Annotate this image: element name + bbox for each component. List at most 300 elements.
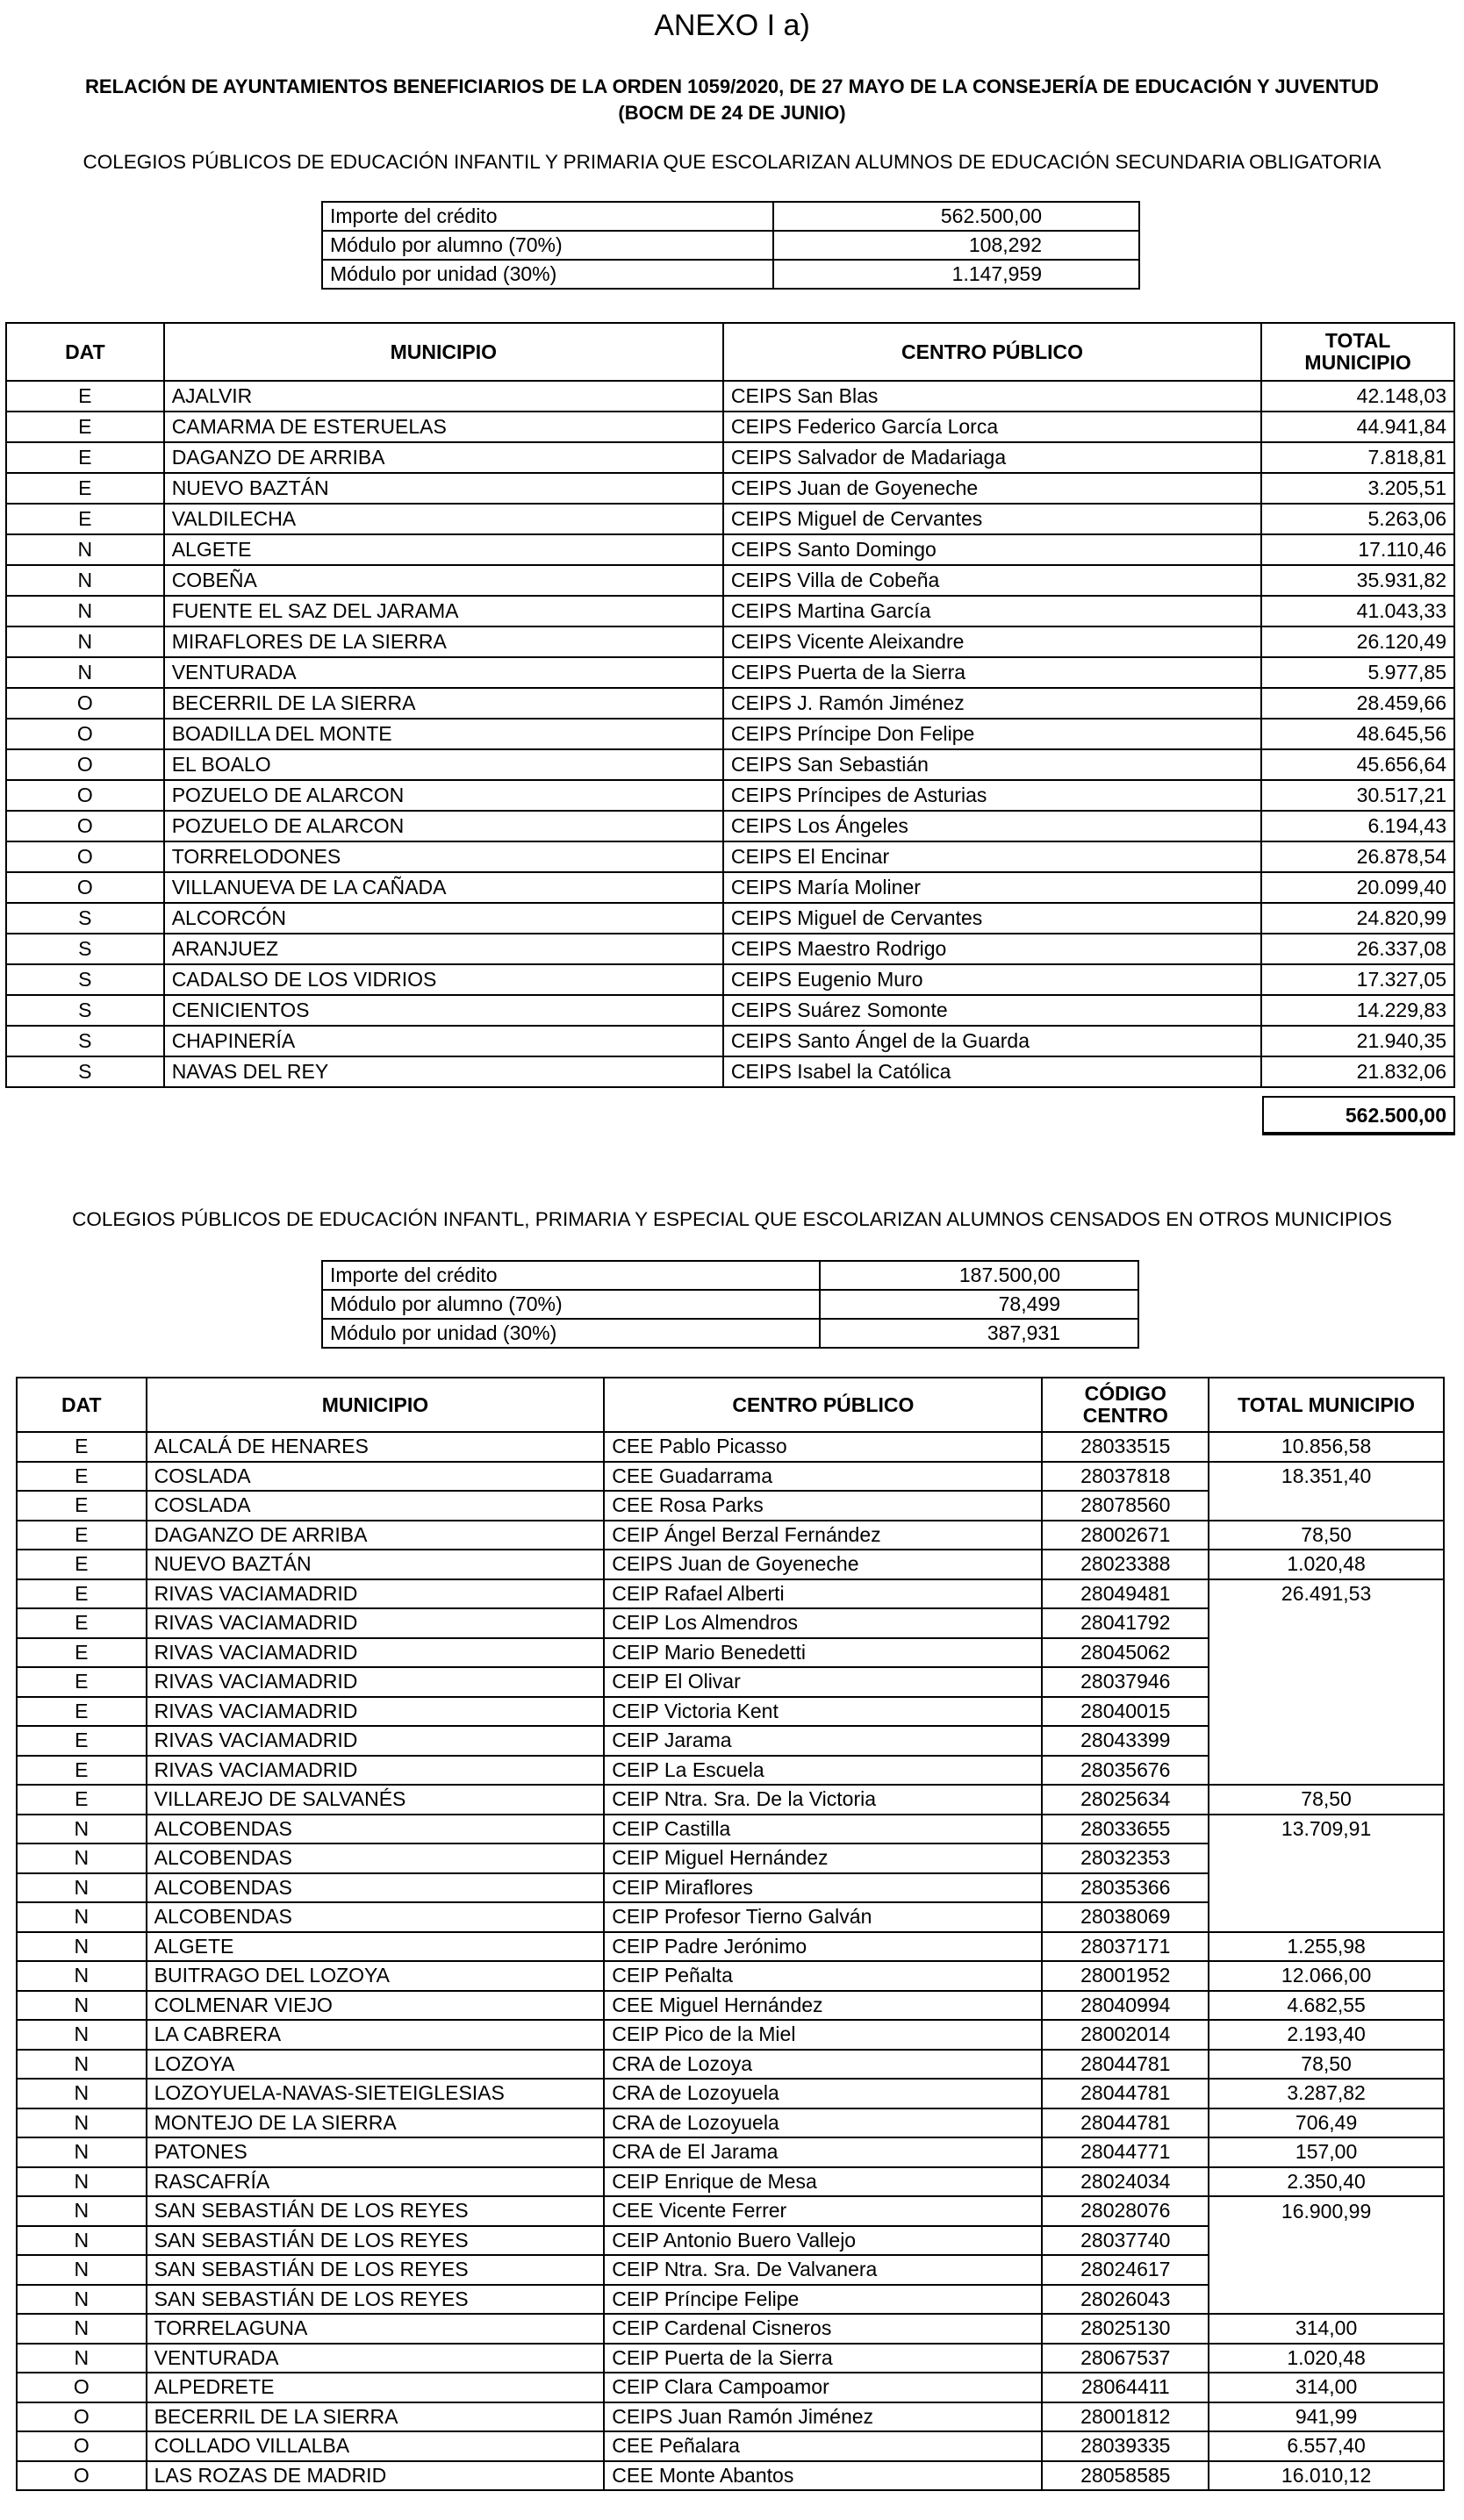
table-row [17,2196,1444,2226]
centro-cell: CEIPS Suárez Somonte [723,995,1261,1026]
total-cell: 18.351,40 [1209,1462,1444,1492]
centro-cell: CEIP Príncipe Felipe [604,2285,1042,2315]
credit-value: 387,931 [820,1319,1138,1348]
total-cell: 28.459,66 [1261,688,1454,719]
municipio-cell: LAS ROZAS DE MADRID [147,2461,605,2491]
total-cell: 26.878,54 [1261,841,1454,872]
credit-row [322,1290,1138,1319]
municipio-cell: ALCOBENDAS [147,1815,605,1844]
dat-cell: N [17,1815,147,1844]
municipio-cell: CAMARMA DE ESTERUELAS [164,412,723,442]
dat-cell: O [17,2373,147,2402]
subtitle-line-2: (BOCM DE 24 DE JUNIO) [618,102,846,124]
dat-cell: N [6,534,164,565]
dat-cell: N [17,2137,147,2167]
credit-value: 562.500,00 [773,202,1139,231]
table-row [6,381,1454,412]
total-cell [1209,1697,1444,1727]
municipio-cell: TORRELODONES [164,841,723,872]
table-row [17,2226,1444,2256]
centro-cell: CEIPS San Sebastián [723,749,1261,780]
centro-cell: CEIP Cardenal Cisneros [604,2314,1042,2344]
codigo-cell: 28023388 [1042,1550,1209,1579]
total-cell: 5.977,85 [1261,657,1454,688]
dat-cell: E [17,1726,147,1756]
municipio-cell: COSLADA [147,1491,605,1521]
municipio-cell: VALDILECHA [164,504,723,534]
municipio-cell: NUEVO BAZTÁN [164,473,723,504]
centro-cell: CEIP Puerta de la Sierra [604,2344,1042,2373]
municipio-cell: ALCORCÓN [164,903,723,934]
total-cell: 24.820,99 [1261,903,1454,934]
municipio-cell: VENTURADA [147,2344,605,2373]
municipio-cell: ALPEDRETE [147,2373,605,2402]
dat-cell: N [17,2226,147,2256]
total-cell: 78,50 [1209,1785,1444,1815]
centro-cell: CEIP Ángel Berzal Fernández [604,1521,1042,1550]
dat-cell: E [17,1462,147,1492]
dat-cell: E [17,1579,147,1609]
total-cell: 21.832,06 [1261,1056,1454,1087]
total-cell: 35.931,82 [1261,565,1454,596]
codigo-cell: 28026043 [1042,2285,1209,2315]
municipio-cell: RIVAS VACIAMADRID [147,1726,605,1756]
municipio-cell: RASCAFRÍA [147,2167,605,2197]
municipio-cell: NUEVO BAZTÁN [147,1550,605,1579]
credit-label: Importe del crédito [322,1261,820,1290]
centro-cell: CEIPS Príncipe Don Felipe [723,719,1261,749]
total-cell: 78,50 [1209,1521,1444,1550]
municipio-cell: SAN SEBASTIÁN DE LOS REYES [147,2226,605,2256]
credit-value: 187.500,00 [820,1261,1138,1290]
municipio-cell: VILLAREJO DE SALVANÉS [147,1785,605,1815]
credit-value: 1.147,959 [773,260,1139,289]
table-row [17,1521,1444,1550]
municipio-cell: RIVAS VACIAMADRID [147,1579,605,1609]
centro-cell: CEIPS Juan de Goyeneche [723,473,1261,504]
municipio-cell: POZUELO DE ALARCON [164,811,723,841]
section1-credit-table [321,201,1140,290]
codigo-cell: 28024617 [1042,2255,1209,2285]
municipio-cell: SAN SEBASTIÁN DE LOS REYES [147,2285,605,2315]
table-row [17,1932,1444,1962]
codigo-cell: 28044781 [1042,2050,1209,2080]
municipio-cell: CHAPINERÍA [164,1026,723,1056]
codigo-cell: 28001812 [1042,2402,1209,2432]
centro-cell: CEIP Miraflores [604,1873,1042,1903]
municipio-cell: CENICIENTOS [164,995,723,1026]
codigo-cell: 28040015 [1042,1697,1209,1727]
centro-cell: CEIP Ntra. Sra. De Valvanera [604,2255,1042,2285]
codigo-cell: 28044781 [1042,2079,1209,2108]
dat-cell: N [17,2285,147,2315]
table-row [6,657,1454,688]
total-cell: 26.337,08 [1261,934,1454,964]
codigo-cell: 28064411 [1042,2373,1209,2402]
section2-table [16,1377,1445,2491]
header-total-line1: TOTAL [1324,329,1391,352]
codigo-cell: 28078560 [1042,1491,1209,1521]
dat-cell: N [17,2020,147,2050]
credit-row [322,1261,1138,1290]
header-total: TOTAL MUNICIPIO [1209,1378,1444,1432]
dat-cell: E [17,1491,147,1521]
total-cell: 3.205,51 [1261,473,1454,504]
centro-cell: CEIPS Los Ángeles [723,811,1261,841]
dat-cell: N [17,1961,147,1991]
municipio-cell: BOADILLA DEL MONTE [164,719,723,749]
total-cell: 17.110,46 [1261,534,1454,565]
centro-cell: CEIPS Juan de Goyeneche [604,1550,1042,1579]
table-row [17,1550,1444,1579]
total-cell: 42.148,03 [1261,381,1454,412]
total-cell: 10.856,58 [1209,1432,1444,1462]
centro-cell: CEIP Antonio Buero Vallejo [604,2226,1042,2256]
credit-row [322,231,1139,260]
section1-heading: COLEGIOS PÚBLICOS DE EDUCACIÓN INFANTIL Y PRIMARIA QUE ESCOLARIZAN ALUMNOS DE EDUCACIÓN SECUNDARIA OBLIGATORIA [83,151,1381,173]
centro-cell: CRA de Lozoya [604,2050,1042,2080]
credit-label: Importe del crédito [322,202,773,231]
table-row [17,2167,1444,2197]
total-cell: 14.229,83 [1261,995,1454,1026]
codigo-cell: 28037946 [1042,1667,1209,1697]
table-row [6,473,1454,504]
section1-table [5,322,1455,1088]
centro-cell: CEIP El Olivar [604,1667,1042,1697]
municipio-cell: RIVAS VACIAMADRID [147,1756,605,1786]
municipio-cell: RIVAS VACIAMADRID [147,1667,605,1697]
credit-label: Módulo por alumno (70%) [322,231,773,260]
header-total [1261,323,1454,381]
table-row [17,2285,1444,2315]
municipio-cell: RIVAS VACIAMADRID [147,1697,605,1727]
table-row [6,964,1454,995]
table-row [6,872,1454,903]
total-cell: 16.010,12 [1209,2461,1444,2491]
centro-cell: CEIP Ntra. Sra. De la Victoria [604,1785,1042,1815]
total-cell [1209,1902,1444,1932]
municipio-cell: ALCOBENDAS [147,1902,605,1932]
table-row [6,780,1454,811]
municipio-cell: LOZOYA [147,2050,605,2080]
municipio-cell: ALCOBENDAS [147,1873,605,1903]
dat-cell: N [17,2314,147,2344]
centro-cell: CEE Guadarrama [604,1462,1042,1492]
dat-cell: E [17,1432,147,1462]
total-cell [1209,1667,1444,1697]
dat-cell: S [6,964,164,995]
municipio-cell: DAGANZO DE ARRIBA [147,1521,605,1550]
municipio-cell: LOZOYUELA-NAVAS-SIETEIGLESIAS [147,2079,605,2108]
dat-cell: N [17,2344,147,2373]
credit-label: Módulo por unidad (30%) [322,1319,820,1348]
total-cell: 16.900,99 [1209,2196,1444,2226]
codigo-cell: 28024034 [1042,2167,1209,2197]
table-row [17,1491,1444,1521]
total-cell [1209,1756,1444,1786]
centro-cell: CEIPS Villa de Cobeña [723,565,1261,596]
codigo-cell: 28040994 [1042,1991,1209,2021]
centro-cell: CEIPS Miguel de Cervantes [723,504,1261,534]
table-row [6,934,1454,964]
table-row [17,1756,1444,1786]
centro-cell: CEE Monte Abantos [604,2461,1042,2491]
centro-cell: CEIPS Isabel la Católica [723,1056,1261,1087]
table-row [6,841,1454,872]
total-cell [1209,1873,1444,1903]
municipio-cell: ARANJUEZ [164,934,723,964]
dat-cell: N [17,2196,147,2226]
municipio-cell: LA CABRERA [147,2020,605,2050]
credit-row [322,260,1139,289]
centro-cell: CEIPS J. Ramón Jiménez [723,688,1261,719]
centro-cell: CEE Pablo Picasso [604,1432,1042,1462]
dat-cell: N [17,2050,147,2080]
total-cell: 21.940,35 [1261,1026,1454,1056]
dat-cell: E [17,1608,147,1638]
centro-cell: CEIP La Escuela [604,1756,1042,1786]
total-cell [1209,1491,1444,1521]
total-cell: 2.350,40 [1209,2167,1444,2197]
total-cell: 17.327,05 [1261,964,1454,995]
table-row [6,749,1454,780]
table-row [6,534,1454,565]
total-cell: 45.656,64 [1261,749,1454,780]
centro-cell: CEIP Victoria Kent [604,1697,1042,1727]
codigo-cell: 28037818 [1042,1462,1209,1492]
municipio-cell: AJALVIR [164,381,723,412]
table-row [17,2108,1444,2138]
codigo-cell: 28033655 [1042,1815,1209,1844]
codigo-cell: 28002014 [1042,2020,1209,2050]
centro-cell: CEIPS El Encinar [723,841,1261,872]
header-centro: CENTRO PÚBLICO [604,1378,1042,1432]
total-cell: 3.287,82 [1209,2079,1444,2108]
dat-cell: N [6,565,164,596]
table-row [17,1991,1444,2021]
codigo-cell: 28028076 [1042,2196,1209,2226]
total-cell [1209,2255,1444,2285]
document-subtitle [0,74,1464,126]
dat-cell: O [6,872,164,903]
municipio-cell: COBEÑA [164,565,723,596]
municipio-cell: BECERRIL DE LA SIERRA [164,688,723,719]
header-dat: DAT [17,1378,147,1432]
dat-cell: N [17,1932,147,1962]
codigo-cell: 28058585 [1042,2461,1209,2491]
municipio-cell: ALCOBENDAS [147,1843,605,1873]
credit-label: Módulo por unidad (30%) [322,260,773,289]
municipio-cell: VILLANUEVA DE LA CAÑADA [164,872,723,903]
table-row [17,2402,1444,2432]
total-cell: 20.099,40 [1261,872,1454,903]
dat-cell: O [17,2461,147,2491]
table-row [17,1667,1444,1697]
total-cell: 157,00 [1209,2137,1444,2167]
municipio-cell: SAN SEBASTIÁN DE LOS REYES [147,2255,605,2285]
centro-cell: CEIP Los Almendros [604,1608,1042,1638]
table-row [17,2050,1444,2080]
centro-cell: CEE Miguel Hernández [604,1991,1042,2021]
section1-body [6,381,1454,1087]
dat-cell: N [17,2108,147,2138]
municipio-cell: ALGETE [164,534,723,565]
total-cell: 2.193,40 [1209,2020,1444,2050]
table-row [17,2020,1444,2050]
table-row [6,596,1454,626]
municipio-cell: DAGANZO DE ARRIBA [164,442,723,473]
dat-cell: N [17,1873,147,1903]
header-total-line2: MUNICIPIO [1304,351,1411,374]
centro-cell: CEIPS Príncipes de Asturias [723,780,1261,811]
header-codigo [1042,1378,1209,1432]
municipio-cell: ALGETE [147,1932,605,1962]
credit-value: 78,499 [820,1290,1138,1319]
dat-cell: N [17,2167,147,2197]
total-cell: 6.557,40 [1209,2431,1444,2461]
centro-cell: CEE Rosa Parks [604,1491,1042,1521]
centro-cell: CEIPS Martina García [723,596,1261,626]
centro-cell: CRA de Lozoyuela [604,2108,1042,2138]
section1-total: 562.500,00 [1262,1096,1455,1135]
total-cell: 13.709,91 [1209,1815,1444,1844]
table-row [17,2314,1444,2344]
centro-cell: CEIP Castilla [604,1815,1042,1844]
centro-cell: CRA de Lozoyuela [604,2079,1042,2108]
dat-cell: N [6,596,164,626]
centro-cell: CEIPS Federico García Lorca [723,412,1261,442]
centro-cell: CEIPS Puerta de la Sierra [723,657,1261,688]
header-centro: CENTRO PÚBLICO [723,323,1261,381]
codigo-cell: 28049481 [1042,1579,1209,1609]
total-cell: 314,00 [1209,2373,1444,2402]
section1-header-row [6,323,1454,381]
centro-cell: CEE Peñalara [604,2431,1042,2461]
municipio-cell: NAVAS DEL REY [164,1056,723,1087]
codigo-cell: 28044771 [1042,2137,1209,2167]
codigo-cell: 28025130 [1042,2314,1209,2344]
table-row [6,1026,1454,1056]
centro-cell: CRA de El Jarama [604,2137,1042,2167]
total-cell: 1.255,98 [1209,1932,1444,1962]
codigo-cell: 28001952 [1042,1961,1209,1991]
table-row [17,1462,1444,1492]
centro-cell: CEIP Peñalta [604,1961,1042,1991]
table-row [17,2344,1444,2373]
table-row [17,1873,1444,1903]
municipio-cell: BECERRIL DE LA SIERRA [147,2402,605,2432]
table-row [6,995,1454,1026]
section2-credit-body [322,1261,1138,1348]
total-cell: 1.020,48 [1209,1550,1444,1579]
dat-cell: O [17,2402,147,2432]
total-cell: 26.491,53 [1209,1579,1444,1609]
dat-cell: E [6,381,164,412]
centro-cell: CEIPS Salvador de Madariaga [723,442,1261,473]
centro-cell: CEIP Enrique de Mesa [604,2167,1042,2197]
dat-cell: N [6,626,164,657]
table-row [17,2255,1444,2285]
municipio-cell: COSLADA [147,1462,605,1492]
codigo-cell: 28067537 [1042,2344,1209,2373]
table-row [17,1697,1444,1727]
table-row [17,2137,1444,2167]
dat-cell: N [17,1991,147,2021]
codigo-cell: 28025634 [1042,1785,1209,1815]
codigo-cell: 28038069 [1042,1902,1209,1932]
total-cell [1209,2285,1444,2315]
dat-cell: E [6,442,164,473]
section2-header-row [17,1378,1444,1432]
municipio-cell: RIVAS VACIAMADRID [147,1638,605,1668]
centro-cell: CEIP Jarama [604,1726,1042,1756]
municipio-cell: TORRELAGUNA [147,2314,605,2344]
dat-cell: E [17,1697,147,1727]
dat-cell: E [17,1785,147,1815]
dat-cell: E [6,504,164,534]
header-codigo-line1: CÓDIGO [1084,1382,1166,1405]
municipio-cell: FUENTE EL SAZ DEL JARAMA [164,596,723,626]
table-row [17,1843,1444,1873]
centro-cell: CEIPS Maestro Rodrigo [723,934,1261,964]
municipio-cell: PATONES [147,2137,605,2167]
centro-cell: CEIP Miguel Hernández [604,1843,1042,1873]
dat-cell: N [17,1902,147,1932]
centro-cell: CEIP Pico de la Miel [604,2020,1042,2050]
codigo-cell: 28032353 [1042,1843,1209,1873]
codigo-cell: 28035366 [1042,1873,1209,1903]
table-row [17,2079,1444,2108]
table-row [6,1056,1454,1087]
table-row [17,1785,1444,1815]
dat-cell: E [17,1638,147,1668]
total-cell: 12.066,00 [1209,1961,1444,1991]
subtitle-line-1: RELACIÓN DE AYUNTAMIENTOS BENEFICIARIOS DE LA ORDEN 1059/2020, DE 27 MAYO DE LA CONSEJERÍA DE EDUCACIÓN Y JUVENTUD [85,75,1379,97]
table-row [6,412,1454,442]
municipio-cell: CADALSO DE LOS VIDRIOS [164,964,723,995]
dat-cell: O [6,749,164,780]
section2-credit-table [321,1260,1139,1349]
section2-heading: COLEGIOS PÚBLICOS DE EDUCACIÓN INFANTL, PRIMARIA Y ESPECIAL QUE ESCOLARIZAN ALUMNOS CENSADOS EN OTROS MUNICIPIOS [72,1208,1392,1230]
dat-cell: S [6,1026,164,1056]
total-cell: 1.020,48 [1209,2344,1444,2373]
codigo-cell: 28037171 [1042,1932,1209,1962]
table-row [6,719,1454,749]
dat-cell: N [17,2255,147,2285]
dat-cell: S [6,903,164,934]
total-cell: 706,49 [1209,2108,1444,2138]
dat-cell: N [17,2079,147,2108]
centro-cell: CEIP Padre Jerónimo [604,1932,1042,1962]
dat-cell: E [17,1521,147,1550]
codigo-cell: 28002671 [1042,1521,1209,1550]
header-municipio: MUNICIPIO [147,1378,605,1432]
municipio-cell: RIVAS VACIAMADRID [147,1608,605,1638]
table-row [17,2431,1444,2461]
header-codigo-line2: CENTRO [1082,1404,1168,1427]
dat-cell: O [6,719,164,749]
dat-cell: N [17,1843,147,1873]
municipio-cell: SAN SEBASTIÁN DE LOS REYES [147,2196,605,2226]
dat-cell: O [6,811,164,841]
total-cell: 314,00 [1209,2314,1444,2344]
total-cell: 78,50 [1209,2050,1444,2080]
credit-label: Módulo por alumno (70%) [322,1290,820,1319]
codigo-cell: 28037740 [1042,2226,1209,2256]
centro-cell: CEIPS San Blas [723,381,1261,412]
table-row [17,2373,1444,2402]
section2-body [17,1432,1444,2490]
